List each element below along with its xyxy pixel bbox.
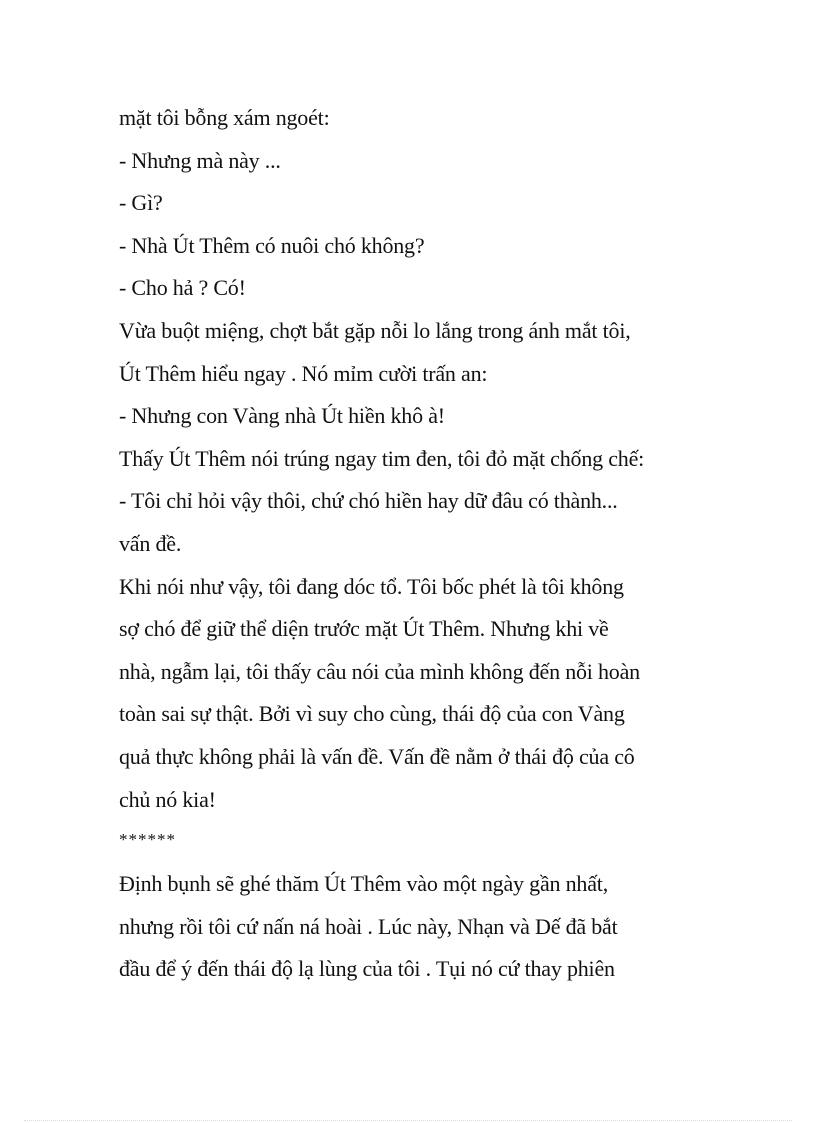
text-line: mặt tôi bỗng xám ngoét: <box>119 105 330 130</box>
text-line: quả thực không phải là vấn đề. Vấn đề nằm ở thái độ của cô <box>119 743 635 769</box>
text-line: - Nhưng mà này ... <box>119 147 281 173</box>
text-line: - Nhà Út Thêm có nuôi chó không? <box>119 232 425 258</box>
text-line: Khi nói như vậy, tôi đang dóc tổ. Tôi bốc phét là tôi không <box>119 573 624 599</box>
text-line: Định bụnh sẽ ghé thăm Út Thêm vào một ngày gần nhất, <box>119 871 608 897</box>
text-line: Vừa buột miệng, chợt bắt gặp nỗi lo lắng trong ánh mắt tôi, <box>119 317 631 343</box>
text-line: Thấy Út Thêm nói trúng ngay tim đen, tôi đỏ mặt chống chế: <box>119 445 645 471</box>
text-line: - Tôi chỉ hỏi vậy thôi, chứ chó hiền hay dữ đâu có thành... <box>119 488 618 514</box>
text-line: toàn sai sự thật. Bởi vì suy cho cùng, thái độ của con Vàng <box>119 701 625 727</box>
text-line: vấn đề. <box>119 530 182 556</box>
text-line: đầu để ý đến thái độ lạ lùng của tôi . Tụi nó cứ thay phiên <box>119 956 615 982</box>
text-line: - Cho hả ? Có! <box>119 275 246 301</box>
text-line: - Gì? <box>119 190 163 216</box>
page-bottom-divider <box>24 1120 792 1121</box>
body-text <box>119 97 799 991</box>
text-line: - Nhưng con Vàng nhà Út hiền khô à! <box>119 403 445 429</box>
section-separator: ****** <box>119 830 176 850</box>
text-line: nhà, ngẫm lại, tôi thấy câu nói của mình không đến nỗi hoàn <box>119 658 640 684</box>
text-line: sợ chó để giữ thể diện trước mặt Út Thêm. Nhưng khi về <box>119 616 609 642</box>
text-line: chủ nó kia! <box>119 786 216 812</box>
text-line: nhưng rồi tôi cứ nấn ná hoài . Lúc này, Nhạn và Dế đã bắt <box>119 913 618 939</box>
text-line: Út Thêm hiểu ngay . Nó mỉm cười trấn an: <box>119 360 488 386</box>
